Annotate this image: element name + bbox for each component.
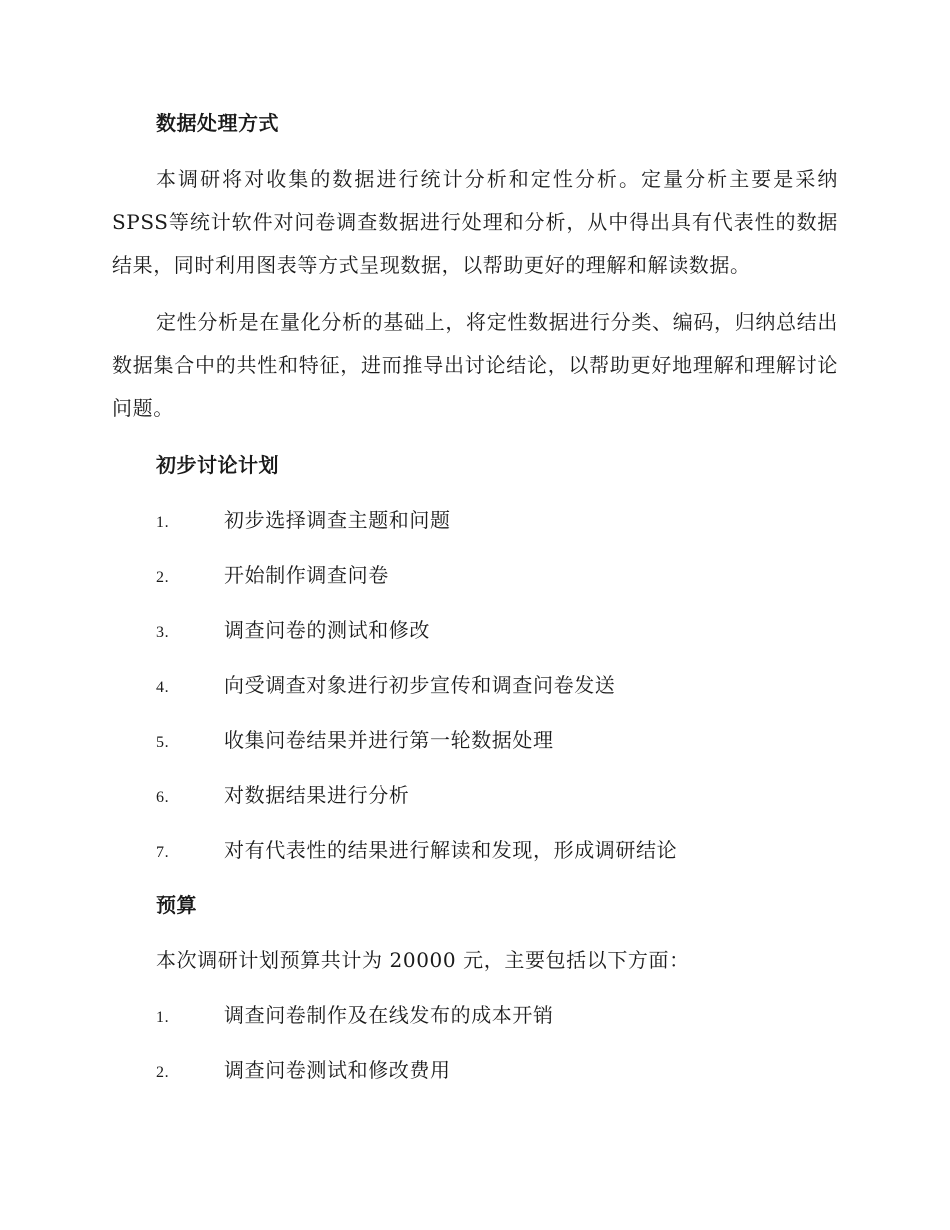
list-number: 4. <box>156 679 170 696</box>
plan-list <box>112 505 838 865</box>
list-text: 对有代表性的结果进行解读和发现，形成调研结论 <box>224 838 678 862</box>
list-number: 2. <box>156 1064 170 1081</box>
list-number: 5. <box>156 734 170 751</box>
list-item <box>112 780 838 810</box>
list-number: 7. <box>156 844 170 861</box>
list-item <box>112 505 838 535</box>
document-page <box>112 108 838 1110</box>
list-text: 开始制作调查问卷 <box>224 563 389 587</box>
section-heading-plan: 初步讨论计划 <box>156 453 279 477</box>
list-number: 1. <box>156 1009 170 1026</box>
list-text: 收集问卷结果并进行第一轮数据处理 <box>224 728 554 752</box>
list-text: 对数据结果进行分析 <box>224 783 410 807</box>
paragraph-qualitative-analysis: 定性分析是在量化分析的基础上，将定性数据进行分类、编码，归纳总结出数据集合中的共性和特征，进而推导出讨论结论，以帮助更好地理解和理解讨论问题。 <box>112 310 838 420</box>
list-number: 3. <box>156 624 170 641</box>
budget-list <box>112 1000 838 1085</box>
list-number: 6. <box>156 789 170 806</box>
list-text: 调查问卷的测试和修改 <box>224 618 430 642</box>
list-item <box>112 560 838 590</box>
list-text: 调查问卷测试和修改费用 <box>224 1058 451 1082</box>
list-number: 1. <box>156 514 170 531</box>
list-item <box>112 725 838 755</box>
list-text: 调查问卷制作及在线发布的成本开销 <box>224 1003 554 1027</box>
section-heading-budget: 预算 <box>156 893 197 917</box>
list-number: 2. <box>156 569 170 586</box>
list-item <box>112 615 838 645</box>
list-item <box>112 835 838 865</box>
list-item <box>112 1055 838 1085</box>
list-item <box>112 1000 838 1030</box>
list-text: 向受调查对象进行初步宣传和调查问卷发送 <box>224 673 616 697</box>
section-heading-data-processing: 数据处理方式 <box>156 111 279 135</box>
list-item <box>112 670 838 700</box>
paragraph-quantitative-analysis: 本调研将对收集的数据进行统计分析和定性分析。定量分析主要是采纳SPSS等统计软件对问卷调查数据进行处理和分析，从中得出具有代表性的数据结果，同时利用图表等方式呈现数据，以帮助更好的理解和解读数据。 <box>112 167 838 277</box>
budget-intro: 本次调研计划预算共计为 20000 元，主要包括以下方面： <box>156 948 690 972</box>
list-text: 初步选择调查主题和问题 <box>224 508 451 532</box>
